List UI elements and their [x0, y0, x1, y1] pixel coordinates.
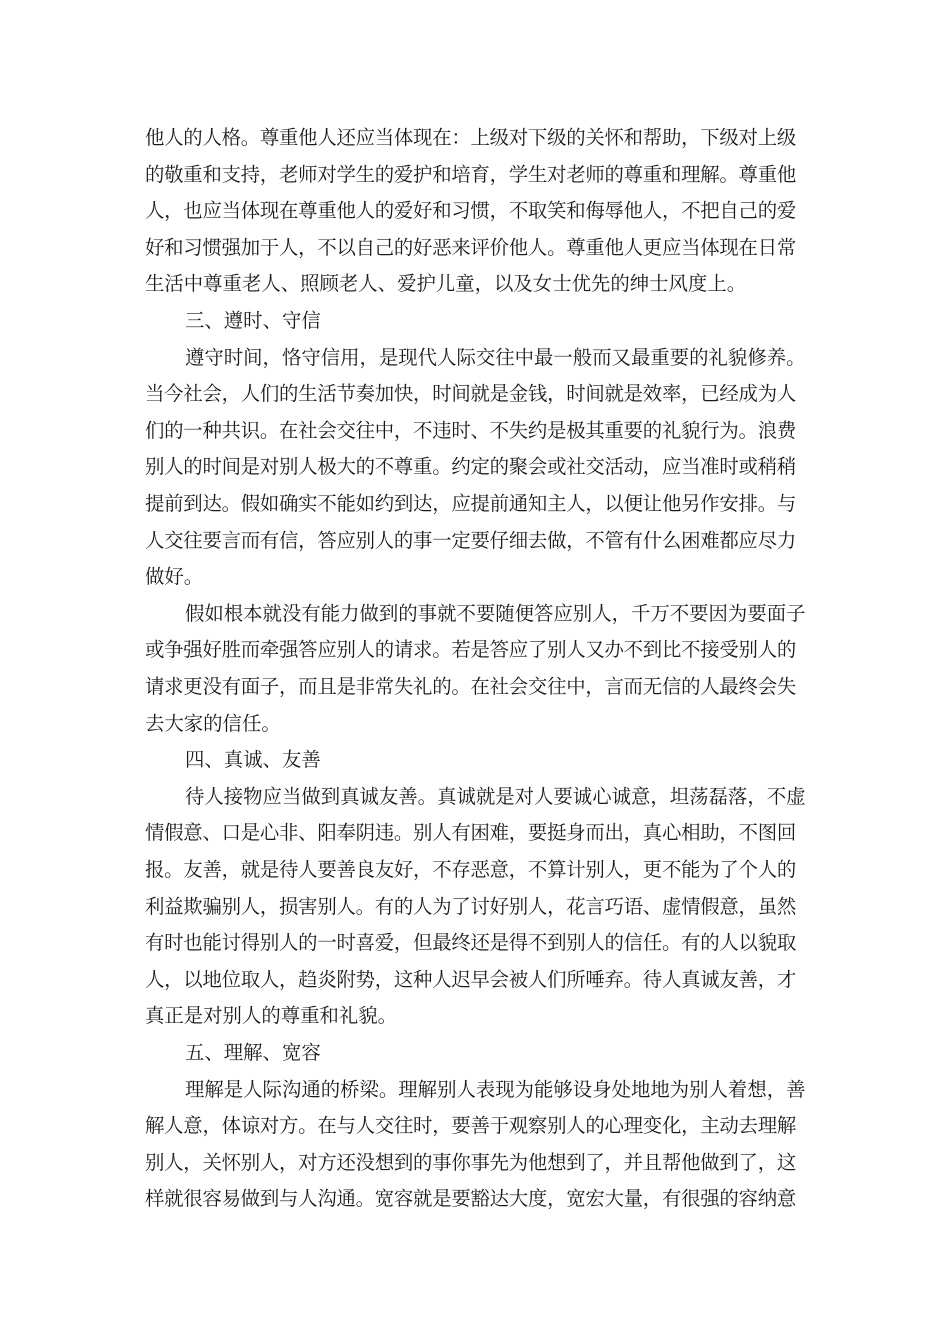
section-heading: 四、真诚、友善	[185, 748, 321, 771]
text-line: 待人接物应当做到真诚友善。真诚就是对人要诚心诚意，坦荡磊落，不虚	[185, 785, 806, 808]
text-line: 解人意，体谅对方。在与人交往时，要善于观察别人的心理变化，主动去理解	[145, 1114, 796, 1137]
text-line: 假如根本就没有能力做到的事就不要随便答应别人，千万不要因为要面子	[185, 602, 806, 625]
text-line: 提前到达。假如确实不能如约到达，应提前通知主人，以便让他另作安排。与	[145, 492, 796, 515]
text-line: 报。友善，就是待人要善良友好，不存恶意，不算计别人，更不能为了个人的	[145, 858, 796, 881]
section-heading: 三、遵时、守信	[185, 309, 321, 332]
text-line: 去大家的信任。	[145, 712, 281, 735]
text-line: 生活中尊重老人、照顾老人、爱护儿童，以及女士优先的绅士风度上。	[145, 272, 747, 295]
text-line: 好和习惯强加于人，不以自己的好恶来评价他人。尊重他人更应当体现在日常	[145, 236, 796, 259]
text-line: 利益欺骗别人，损害别人。有的人为了讨好别人，花言巧语、虚情假意，虽然	[145, 895, 796, 918]
text-line: 人，以地位取人，趋炎附势，这种人迟早会被人们所唾弃。待人真诚友善，才	[145, 968, 796, 991]
text-line: 做好。	[145, 565, 204, 588]
text-line: 们的一种共识。在社会交往中，不违时、不失约是极其重要的礼貌行为。浪费	[145, 419, 796, 442]
text-line: 别人，关怀别人，对方还没想到的事你事先为他想到了，并且帮他做到了，这	[145, 1151, 796, 1174]
text-line: 请求更没有面子，而且是非常失礼的。在社会交往中，言而无信的人最终会失	[145, 675, 796, 698]
text-line: 情假意、口是心非、阳奉阴违。别人有困难，要挺身而出，真心相助，不图回	[145, 821, 796, 844]
text-line: 或争强好胜而牵强答应别人的请求。若是答应了别人又办不到比不接受别人的	[145, 638, 796, 661]
text-line: 理解是人际沟通的桥梁。理解别人表现为能够设身处地地为别人着想，善	[185, 1078, 806, 1101]
text-line: 当今社会，人们的生活节奏加快，时间就是金钱，时间就是效率，已经成为人	[145, 382, 796, 405]
text-line: 人交往要言而有信，答应别人的事一定要仔细去做，不管有什么困难都应尽力	[145, 529, 796, 552]
text-line: 他人的人格。尊重他人还应当体现在：上级对下级的关怀和帮助，下级对上级	[145, 126, 796, 149]
section-heading: 五、理解、宽容	[185, 1041, 321, 1064]
text-line: 样就很容易做到与人沟通。宽容就是要豁达大度，宽宏大量，有很强的容纳意	[145, 1187, 796, 1210]
text-line: 真正是对别人的尊重和礼貌。	[145, 1004, 398, 1027]
text-line: 的敬重和支持，老师对学生的爱护和培育，学生对老师的尊重和理解。尊重他	[145, 163, 796, 186]
text-line: 有时也能讨得别人的一时喜爱，但最终还是得不到别人的信任。有的人以貌取	[145, 931, 796, 954]
text-line: 遵守时间，恪守信用，是现代人际交往中最一般而又最重要的礼貌修养。	[185, 346, 806, 369]
text-line: 别人的时间是对别人极大的不尊重。约定的聚会或社交活动，应当准时或稍稍	[145, 455, 796, 478]
text-line: 人，也应当体现在尊重他人的爱好和习惯，不取笑和侮辱他人，不把自己的爱	[145, 199, 796, 222]
